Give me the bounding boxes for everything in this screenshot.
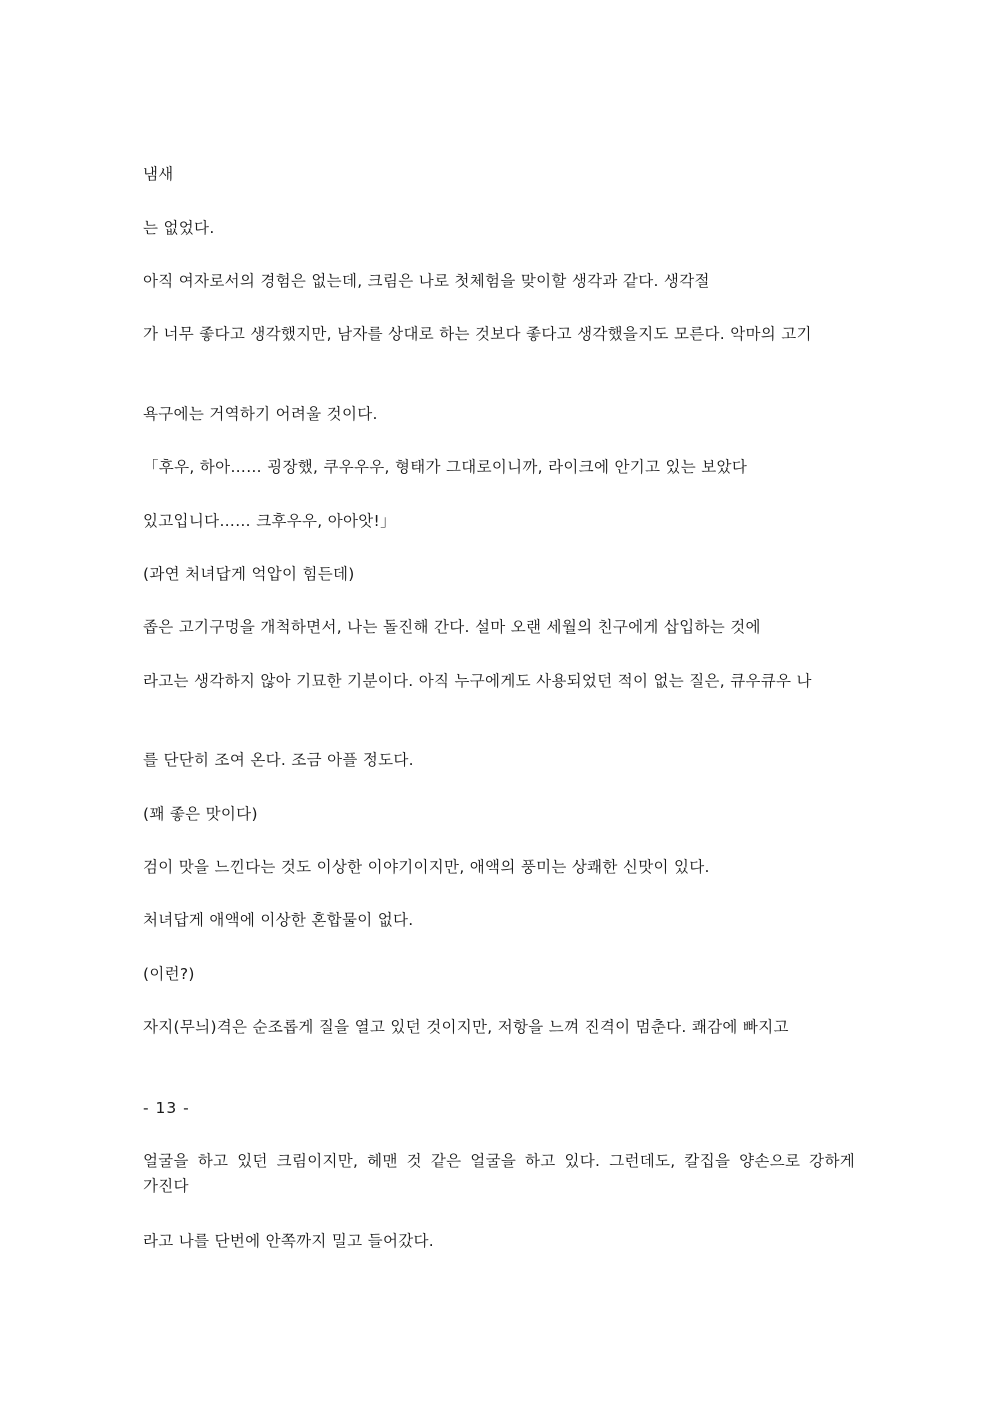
page-number: - 13 - xyxy=(143,1099,190,1117)
paragraph-11: 를 단단히 조여 온다. 조금 아플 정도다. xyxy=(143,751,414,769)
paragraph-13: 검이 맛을 느낀다는 것도 이상한 이야기이지만, 애액의 풍미는 상쾌한 신맛이 있다. xyxy=(143,858,710,876)
paragraph-14: 처녀답게 애액에 이상한 혼합물이 없다. xyxy=(143,911,414,929)
paragraph-9: 좁은 고기구멍을 개척하면서, 나는 돌진해 간다. 설마 오랜 세월의 친구에게 삽입하는 것에 xyxy=(143,618,761,636)
paragraph-12: (꽤 좋은 맛이다) xyxy=(143,805,258,823)
paragraph-18: 라고 나를 단번에 안쪽까지 밀고 들어갔다. xyxy=(143,1232,435,1250)
paragraph-7: 있고입니다…… 크후우우, 아아앗!」 xyxy=(143,512,396,530)
paragraph-10: 라고는 생각하지 않아 기묘한 기분이다. 아직 누구에게도 사용되었던 적이 없는 질은, 큐우큐우 나 xyxy=(143,672,812,690)
paragraph-17: 얼굴을 하고 있던 크림이지만, 헤맨 것 같은 얼굴을 하고 있다. 그런데도, 칼집을 양손으로 강하게 가진다 xyxy=(143,1152,855,1195)
paragraph-4: 가 너무 좋다고 생각했지만, 남자를 상대로 하는 것보다 좋다고 생각했을지도 모른다. 악마의 고기 xyxy=(143,325,812,343)
paragraph-6: 「후우, 하아…… 굉장했, 쿠우우우, 형태가 그대로이니까, 라이크에 안기고 있는 보았다 xyxy=(143,458,748,476)
paragraph-16: 자지(무늬)격은 순조롭게 질을 열고 있던 것이지만, 저항을 느껴 진격이 멈춘다. 쾌감에 빠지고 xyxy=(143,1018,789,1036)
paragraph-15: (이런?) xyxy=(143,965,195,983)
paragraph-5: 욕구에는 거역하기 어려울 것이다. xyxy=(143,405,378,423)
paragraph-3: 아직 여자로서의 경험은 없는데, 크림은 나로 첫체험을 맞이할 생각과 같다. 생각절 xyxy=(143,272,710,290)
paragraph-8: (과연 처녀답게 억압이 힘든데) xyxy=(143,565,355,583)
paragraph-2: 는 없었다. xyxy=(143,219,215,237)
paragraph-1: 냄새 xyxy=(143,165,174,183)
